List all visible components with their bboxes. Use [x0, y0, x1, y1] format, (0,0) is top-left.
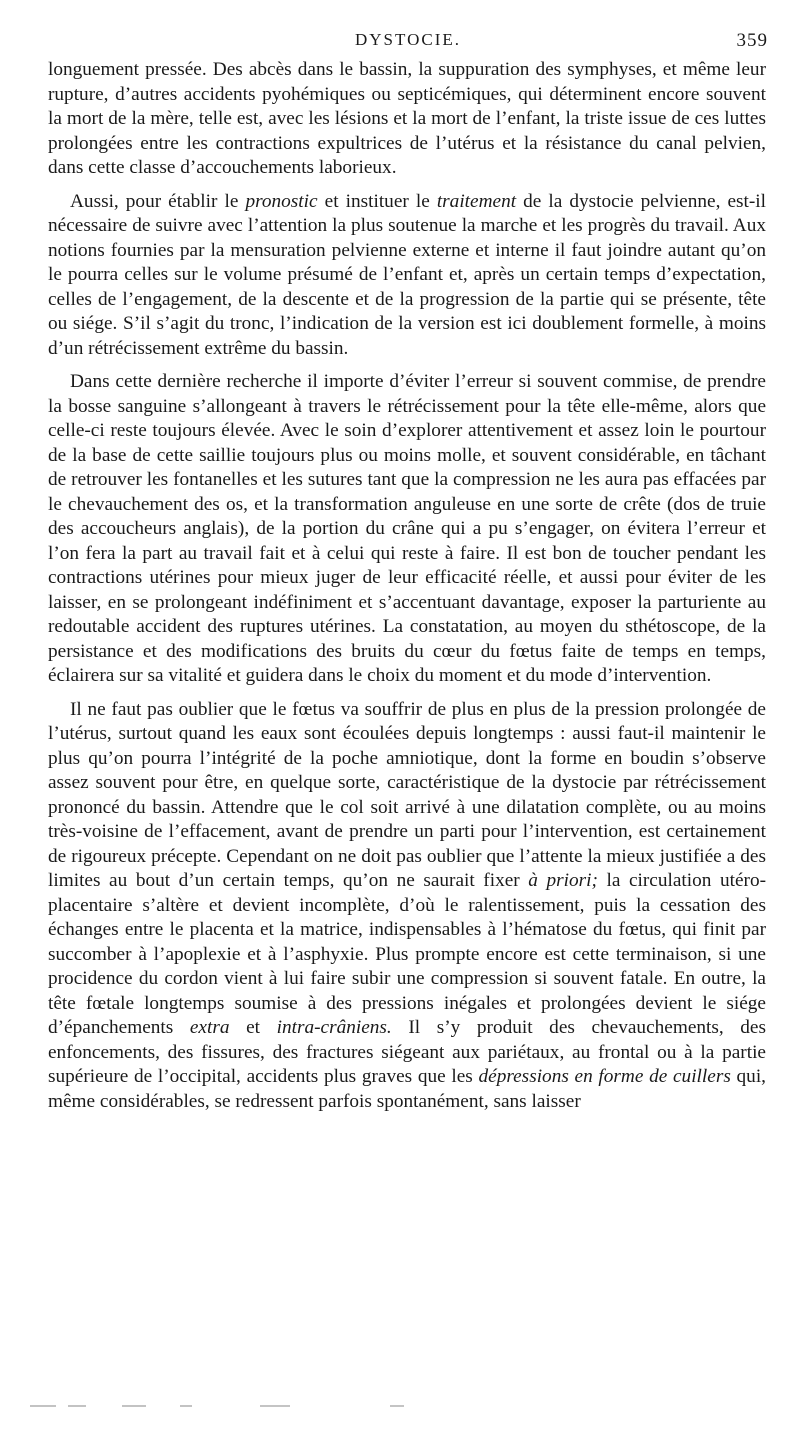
italic-text: traitement [436, 190, 517, 212]
text-run: de la dystocie pelvienne, est-il nécessaire de suivre avec l’attention la plus soutenue la marche et les progrès du travail. Aux notions fournies par la mensuration pelvienne externe et interne il faut joindre autant qu’on le pourra celles sur le volume présumé de l’enfant et, après un certain temps d’expectation, celles de l’engagement, de la descente et de la progression de la partie qui se présente, tête ou siége. S’il s’agit du tronc, l’indication de la version est ici doublement formelle, à moins d’un rétrécissement extrême du bassin. [48, 190, 767, 359]
paragraph [48, 190, 766, 362]
running-head [48, 30, 768, 54]
text-run: et instituer le [317, 190, 437, 212]
footer-rule [30, 1405, 410, 1408]
running-title: DYSTOCIE. [355, 30, 461, 49]
italic-text: pronostic [245, 190, 318, 212]
body-text [48, 58, 766, 1123]
text-run: Aussi, pour établir le [70, 190, 246, 212]
paragraph [48, 698, 766, 1115]
italic-text: dépressions en forme de cuillers [478, 1066, 731, 1087]
italic-text: à priori; [528, 870, 598, 891]
text-run: la circulation utéro-placentaire s’altère et devient incomplète, d’où le ralentissement, puis la cessation des échanges entre le placenta et la matrice, indispensables à l’hématose du fœtus, qui finit par succomber à l’apoplexie et à l’asphyxie. Plus prompte encore est cette terminaison, si une procidence du cordon vient à lui faire subir une compression si souvent fatale. En outre, la tête fœtale longtemps soumise à des pressions inégales et prolongées devient le siége d’épanchements [48, 870, 767, 1038]
text-run: Il s’y produit des chevauchements, des enfoncements, des fissures, des fractures siégeant aux pariétaux, au frontal ou à la partie supérieure de l’occipital, accidents plus graves que les [48, 1017, 766, 1087]
text-run: Dans cette dernière recherche il importe d’éviter l’erreur si souvent commise, de prendre la bosse sanguine s’allongeant à travers le rétrécissement pour la tête elle-même, alors que celle-ci reste toujours élevée. Avec le soin d’explorer attentivement et assez loin le pourtour de la base de cette saillie toujours plus ou moins molle, et souvent considérable, en tâchant de retrouver les fontanelles et les sutures tant que la compression ne les aura pas effacées par le chevauchement des os, et la transformation anguleuse en une sorte de crête (dos de truie des accoucheurs anglais), de la portion du crâne qui a pu s’engager, on évitera l’erreur et l’on fera la part au travail fait et à celui qui reste à faire. Il est bon de toucher pendant les contractions utérines pour mieux juger de leur efficacité réelle, et aussi pour éviter de les laisser, en se prolongeant indéfiniment et s’accentuant davantage, exposer la parturiente au redoutable accident des ruptures utérines. La constatation, au moyen du sthétoscope, de la persistance et des modifications des bruits du cœur du fœtus faite de temps en temps, éclairera sur sa vitalité et guidera dans le choix du moment et du mode d’intervention. [48, 371, 766, 686]
italic-text: extra [189, 1017, 230, 1038]
text-run: Il ne faut pas oublier que le fœtus va souffrir de plus en plus de la pression prolongée de l’utérus, surtout quand les eaux sont écoulées depuis longtemps : aussi faut-il maintenir le plus qu’on pourra l’intégrité de la poche amniotique, dont la forme en boudin s’observe assez souvent pour être, en quelque sorte, caractéristique de la dystocie par rétrécissement prononcé du bassin. Attendre que le col soit arrivé à une dilatation complète, ou au moins très-voisine de l’effacement, avant de prendre un parti pour l’intervention, est certainement de rigoureux précepte. Cependant on ne doit pas oublier que l’attente la mieux justifiée a des limites au bout d’un certain temps, qu’on ne saurait fixer [48, 698, 766, 891]
italic-text: intra-crâniens. [276, 1017, 392, 1038]
text-run: qui, même considérables, se redressent parfois spontanément, sans laisser [48, 1066, 766, 1112]
page-number: 359 [736, 30, 768, 51]
paragraph [48, 370, 766, 689]
paragraph [48, 58, 766, 181]
text-run: longuement pressée. Des abcès dans le bassin, la suppuration des symphyses, et même leur rupture, d’autres accidents pyohémiques ou septicémiques, qui déterminent encore souvent la mort de la mère, telle est, avec les lésions et la mort de l’enfant, la triste issue de ces luttes prolongées entre les contractions expultrices de l’utérus et la résistance du canal pelvien, dans cette classe d’accouchements laborieux. [48, 59, 766, 178]
text-run: et [229, 1017, 277, 1038]
